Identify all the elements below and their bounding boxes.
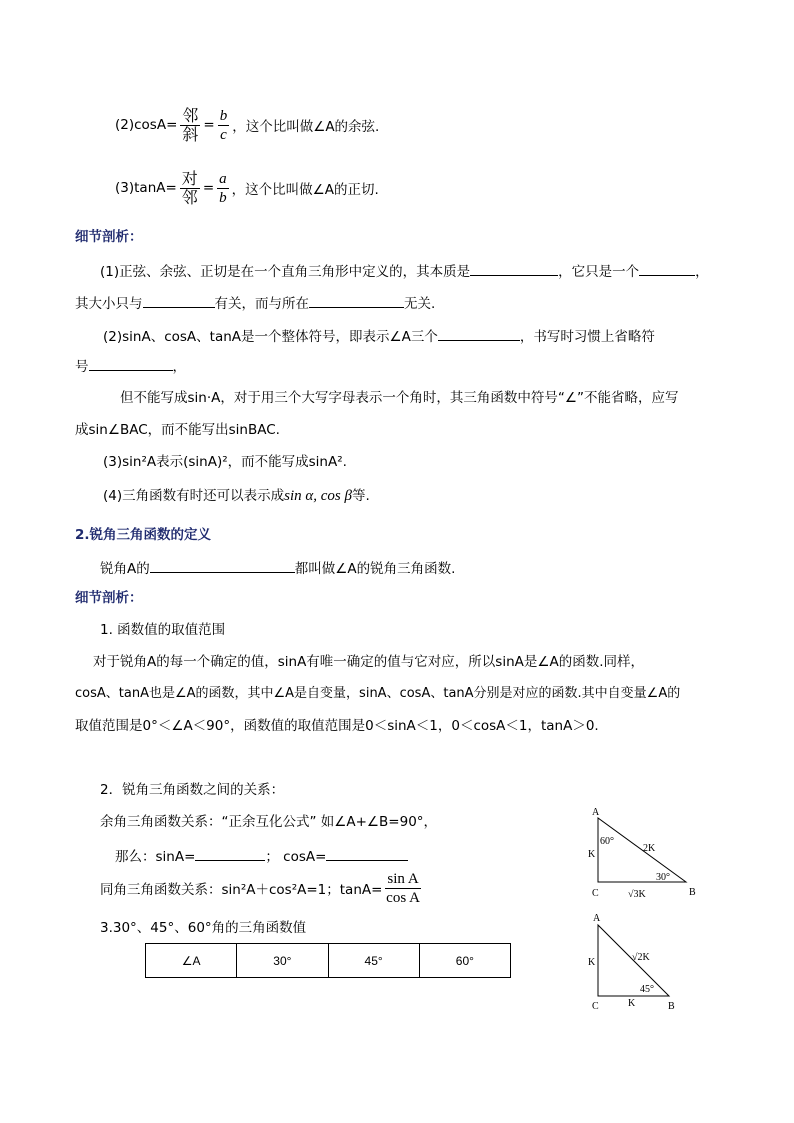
cos-prefix: (2)cosA=: [115, 117, 178, 133]
cos-letter-numerator: b: [219, 107, 228, 124]
note-1-line-1: [100, 260, 709, 280]
note-1-line-2: [75, 292, 435, 312]
triangle-30-60-shape: [598, 818, 686, 882]
fill-blank: [150, 557, 295, 573]
angle-label-a: 60°: [600, 836, 614, 847]
note-2-text-c: 号: [75, 359, 89, 375]
note-2-line-1: [103, 325, 655, 345]
note-1-text-f: 无关.: [404, 296, 436, 312]
relations-title: 2．锐角三角函数之间的关系：: [100, 782, 285, 798]
section-title: 2.锐角三角函数的定义: [75, 527, 212, 543]
note-1-text-d: 其大小只与: [75, 296, 143, 312]
note-4: [103, 486, 370, 506]
note-2-line-2: [75, 355, 186, 375]
cos-ratio-denominator: 斜: [182, 124, 199, 144]
table-cell: 30°: [237, 944, 328, 978]
triangle-45: [588, 913, 675, 1012]
note-2-line-4: 成sin∠BAC，而不能写出sinBAC.: [75, 422, 280, 438]
fill-blank: [309, 292, 404, 308]
vertex-label-b: B: [668, 1001, 675, 1012]
table-cell: 60°: [419, 944, 510, 978]
vertex-label-c: C: [592, 888, 599, 899]
fill-blank: [143, 292, 215, 308]
cos-equals: =: [203, 117, 215, 133]
values-title: 3.30°、45°、60°角的三角函数值: [100, 920, 307, 936]
triangle-30-60: [588, 807, 696, 900]
note-1-text-a: (1)正弦、余弦、正切是在一个直角三角形中定义的，其本质是: [100, 264, 471, 280]
range-line-3: 取值范围是0°＜∠A＜90°，函数值的取值范围是0＜sinA＜1，0＜cosA＜1，tanA＞0.: [75, 718, 599, 734]
cos-ratio-letters: [218, 107, 230, 144]
side-label-ac: K: [588, 849, 596, 860]
angle-label-b: 45°: [640, 984, 654, 995]
fill-blank: [326, 845, 408, 861]
tan-definition: [115, 167, 379, 209]
vertex-label-a: A: [593, 913, 601, 924]
range-title: 1. 函数值的取值范围: [100, 622, 226, 638]
side-label-ac: K: [588, 957, 596, 968]
same-angle-text: 同角三角函数关系：sin²A＋cos²A=1；tanA=: [100, 882, 383, 898]
note-2-text-b: ，书写时习惯上省略符: [519, 329, 655, 345]
tan-quotient: [385, 870, 420, 907]
definition-text-b: 都叫做∠A的锐角三角函数.: [294, 561, 456, 577]
note-4-text-a: (4)三角函数有时还可以表示成: [103, 488, 285, 504]
then-text-a: 那么：sinA=: [115, 849, 196, 865]
angle-label-b: 30°: [656, 872, 670, 883]
triangle-diagrams: [580, 805, 710, 1017]
detail-heading: 细节剖析：: [75, 590, 143, 606]
tan-letter-numerator: a: [219, 170, 227, 187]
same-angle-relation: [100, 868, 424, 908]
vertex-label-a: A: [592, 807, 600, 818]
note-1-text-e: 有关，而与所在: [214, 296, 309, 312]
cos-definition: [115, 104, 379, 146]
note-4-math: sin α, cos β: [284, 488, 352, 504]
range-line-2: cosA、tanA也是∠A的函数，其中∠A是自变量，sinA、cosA、tanA分别是对应的函数.其中自变量∠A的: [75, 686, 681, 701]
table-row: [146, 944, 511, 978]
note-2-text-d: ，: [172, 359, 186, 375]
side-label-ab: √2K: [632, 952, 650, 963]
tan-equals: =: [202, 180, 215, 196]
note-1-text-c: ，: [695, 264, 709, 280]
fill-blank: [470, 260, 558, 276]
fill-blank: [438, 325, 520, 341]
tan-ratio-letters: [217, 170, 229, 207]
tan-ratio-denominator: 邻: [181, 187, 198, 207]
acute-angle-definition: [100, 557, 455, 577]
definition-text-a: 锐角A的: [100, 561, 150, 577]
fill-blank: [195, 845, 265, 861]
note-2-text-a: (2)sinA、cosA、tanA是一个整体符号，即表示∠A三个: [103, 329, 438, 345]
tan-ratio-numerator: 对: [181, 168, 198, 188]
fill-blank: [639, 260, 695, 276]
cos-letter-denominator: c: [220, 126, 227, 143]
note-4-text-b: 等.: [351, 488, 370, 504]
cos-ratio-numerator: 邻: [182, 105, 199, 125]
complement-relation: 余角三角函数关系：“正余互化公式” 如∠A+∠B=90°，: [100, 814, 438, 830]
side-label-bc: K: [628, 998, 636, 1009]
detail-heading: 细节剖析：: [75, 229, 143, 245]
vertex-label-b: B: [689, 887, 696, 898]
note-3: (3)sin²A表示(sinA)²，而不能写成sinA².: [103, 454, 347, 470]
tan-letter-denominator: b: [219, 189, 227, 206]
fill-blank: [89, 355, 173, 371]
range-line-1: 对于锐角A的每一个确定的值，sinA有唯一确定的值与它对应，所以sinA是∠A的函数.同样，: [93, 654, 645, 670]
cos-ratio-words: [180, 107, 200, 144]
vertex-label-c: C: [592, 1001, 599, 1012]
tan-prefix: (3)tanA=: [115, 180, 177, 196]
note-1-text-b: ，它只是一个: [558, 264, 640, 280]
table-cell: ∠A: [146, 944, 237, 978]
complement-formula: [115, 845, 408, 865]
tan-quotient-denominator: cos A: [386, 889, 420, 906]
side-label-ab: 2K: [643, 843, 656, 854]
cos-suffix: ，这个比叫做∠A的余弦.: [232, 119, 380, 135]
tan-suffix: ，这个比叫做∠A的正切.: [231, 182, 379, 198]
trig-values-table: [145, 943, 511, 978]
table-cell: 45°: [328, 944, 419, 978]
side-label-bc: √3K: [628, 889, 646, 900]
note-2-line-3: 但不能写成sin·A，对于用三个大写字母表示一个角时，其三角函数中符号“∠”不能省略，应写: [120, 390, 679, 406]
tan-quotient-numerator: sin A: [387, 870, 419, 887]
tan-ratio-words: [180, 170, 200, 207]
then-text-b: ； cosA=: [265, 849, 327, 865]
